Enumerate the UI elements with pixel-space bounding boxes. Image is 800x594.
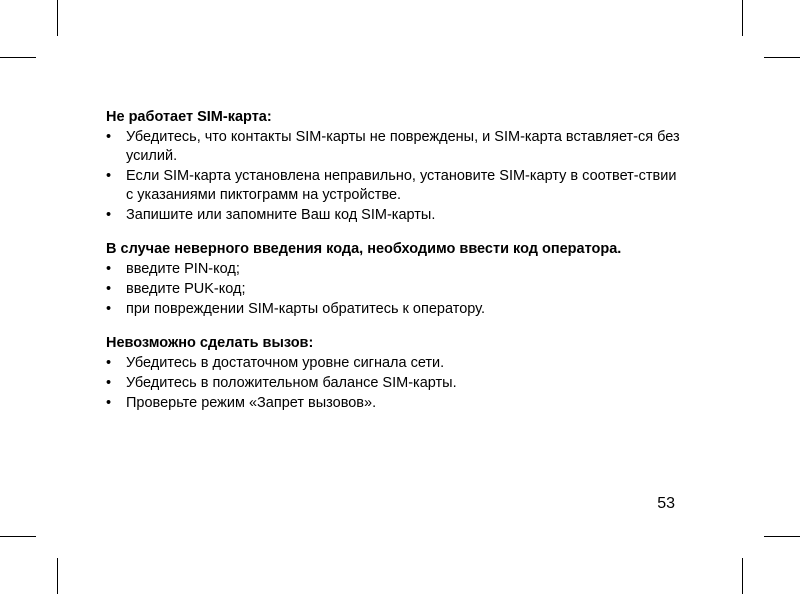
crop-mark: [0, 57, 36, 58]
list-item-text: Проверьте режим «Запрет вызовов».: [126, 395, 377, 411]
list-item: [106, 206, 681, 225]
bullet-list: [106, 354, 681, 413]
bullet-icon: •: [106, 129, 112, 145]
bullet-icon: •: [106, 281, 112, 297]
section-heading: Невозможно сделать вызов:: [106, 335, 314, 351]
page-number: 53: [657, 495, 675, 512]
list-item: [106, 128, 681, 166]
list-item: [106, 374, 681, 393]
list-item: [106, 260, 681, 279]
crop-mark: [57, 558, 58, 594]
crop-mark: [57, 0, 58, 36]
list-item: [106, 167, 681, 205]
bullet-icon: •: [106, 375, 112, 391]
crop-mark: [742, 0, 743, 36]
list-item-text: Убедитесь в положительном балансе SIM-карты.: [126, 375, 457, 391]
section-heading: В случае неверного введения кода, необходимо ввести код оператора.: [106, 241, 622, 257]
crop-mark: [764, 57, 800, 58]
list-item: [106, 280, 681, 299]
list-item-text: Убедитесь, что контакты SIM-карты не повреждены, и SIM-карта вставляет-ся без усилий.: [126, 129, 680, 164]
list-item: [106, 394, 681, 413]
bullet-icon: •: [106, 207, 112, 223]
section-sim-card: [106, 108, 681, 225]
list-item-text: Запишите или запомните Ваш код SIM-карты.: [126, 207, 436, 223]
list-item: [106, 300, 681, 319]
list-item-text: Убедитесь в достаточном уровне сигнала сети.: [126, 355, 445, 371]
bullet-list: [106, 260, 681, 319]
list-item-text: Если SIM-карта установлена неправильно, установите SIM-карту в соответ-ствии с указаниями пиктограмм на устройстве.: [126, 168, 677, 203]
crop-mark: [742, 558, 743, 594]
section-cannot-call: [106, 334, 681, 413]
crop-mark: [0, 536, 36, 537]
list-item-text: введите PIN-код;: [126, 261, 240, 277]
bullet-list: [106, 128, 681, 225]
list-item-text: при повреждении SIM-карты обратитесь к оператору.: [126, 301, 485, 317]
bullet-icon: •: [106, 395, 112, 411]
list-item: [106, 354, 681, 373]
bullet-icon: •: [106, 355, 112, 371]
section-heading: Не работает SIM-карта:: [106, 109, 272, 125]
bullet-icon: •: [106, 168, 112, 184]
page-content: [106, 108, 681, 428]
list-item-text: введите PUK-код;: [126, 281, 246, 297]
crop-mark: [764, 536, 800, 537]
section-wrong-code: [106, 240, 681, 319]
bullet-icon: •: [106, 301, 112, 317]
bullet-icon: •: [106, 261, 112, 277]
